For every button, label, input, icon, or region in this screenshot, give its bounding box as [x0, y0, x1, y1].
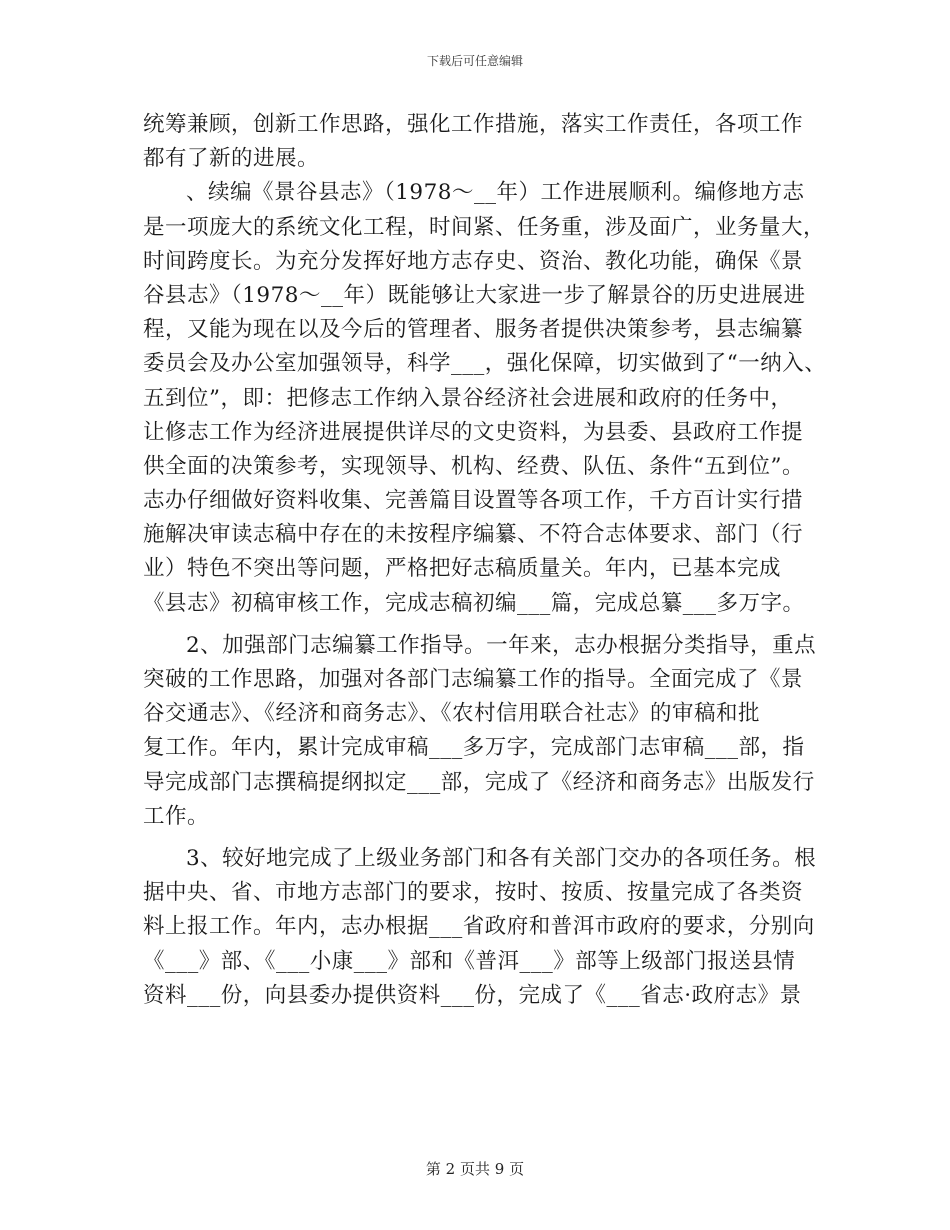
text-line: 委员会及办公室加强领导，科学___，强化保障，切实做到了“一纳入、 — [143, 351, 827, 377]
paragraph-3 — [143, 629, 823, 834]
text-line: 复工作。年内，累计完成审稿___多万字，完成部门志审稿___部，指 — [143, 735, 805, 761]
text-line: 让修志工作为经济进展提供详尽的文史资料，为县委、县政府工作提 — [143, 419, 804, 445]
paragraph-4 — [143, 842, 823, 1013]
text-line: 导完成部门志撰稿提纲拟定___部，完成了《经济和商务志》出版发行 — [143, 769, 815, 795]
text-line: 都有了新的进展。 — [143, 146, 320, 172]
text-line: 资料___份，向县委办提供资料___份，完成了《___省志·政府志》景 — [143, 982, 802, 1008]
text-line: 突破的工作思路，加强对各部门志编纂工作的指导。全面完成了《景 — [143, 667, 804, 692]
text-line: 程，又能为现在以及今后的管理者、服务者提供决策参考，县志编纂 — [143, 317, 804, 343]
text-line: 《县志》初稿审核工作，完成志稿初编___篇，完成总纂___多万字。 — [143, 590, 805, 616]
text-line: 施解决审读志稿中存在的未按程序编纂、不符合志体要求、部门（行 — [143, 522, 804, 548]
text-line: 是一项庞大的系统文化工程，时间紧、任务重，涉及面广，业务量大， — [143, 214, 826, 240]
text-line: 、续编《景谷县志》（1978～__年）工作进展顺利。编修地方志 — [186, 180, 805, 206]
text-line: 谷交通志》、《经济和商务志》、《农村信用联合社志》的审稿和批 — [143, 701, 761, 727]
text-line: 时间跨度长。为充分发挥好地方志存史、资治、教化功能，确保《景 — [143, 248, 804, 274]
text-line: 3、较好地完成了上级业务部门和各有关部门交办的各项任务。根 — [186, 845, 817, 871]
page-header: 下载后可任意编辑 — [426, 54, 523, 68]
text-line: 五到位”，即：把修志工作纳入景谷经济社会进展和政府的任务中， — [143, 385, 793, 411]
text-line: 《___》部、《___小康___》部和《普洱___》部等上级部门报送县情 — [143, 948, 796, 974]
text-line: 料上报工作。年内，志办根据___省政府和普洱市政府的要求，分别向 — [143, 914, 815, 940]
text-line: 谷县志》（1978～__年）既能够让大家进一步了解景谷的历史进展进 — [143, 282, 806, 308]
text-line: 志办仔细做好资料收集、完善篇目设置等各项工作，千方百计实行措 — [143, 488, 804, 514]
text-line: 2、加强部门志编纂工作指导。一年来，志办根据分类指导，重点 — [186, 632, 817, 658]
paragraph-1 — [143, 108, 823, 176]
page-footer: 第 2 页共 9 页 — [425, 1160, 525, 1178]
text-line: 统筹兼顾，创新工作思路，强化工作措施，落实工作责任，各项工作 — [143, 112, 804, 137]
document-body — [143, 108, 827, 1013]
text-line: 据中央、省、市地方志部门的要求，按时、按质、按量完成了各类资 — [143, 880, 804, 906]
text-line: 供全面的决策参考，实现领导、机构、经费、队伍、条件“五到位”。 — [143, 453, 804, 479]
text-line: 业）特色不突出等问题，严格把好志稿质量关。年内，已基本完成 — [143, 556, 782, 582]
paragraph-2 — [143, 176, 827, 620]
text-line: 工作。 — [143, 803, 210, 829]
